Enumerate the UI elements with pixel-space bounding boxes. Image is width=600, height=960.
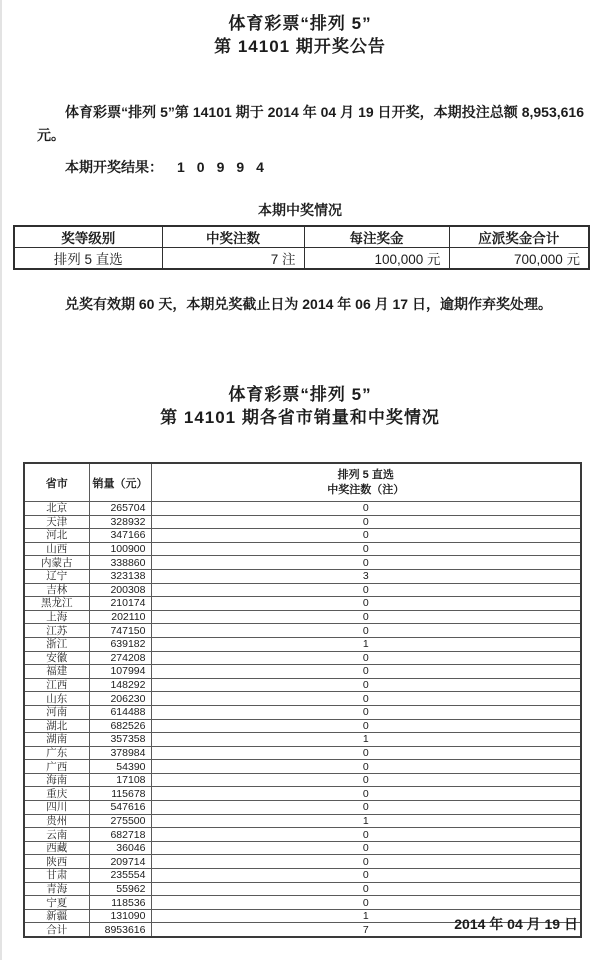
table-cell: 682718 [89, 828, 151, 842]
table-cell: 210174 [89, 597, 151, 611]
table-cell: 重庆 [24, 787, 89, 801]
draw-result-digits: 10994 [177, 159, 276, 175]
table-row [24, 624, 581, 638]
table-cell: 200308 [89, 583, 151, 597]
table-cell: 115678 [89, 787, 151, 801]
intro-paragraph: 体育彩票“排列 5”第 14101 期于 2014 年 04 月 19 日开奖，本期投注总额 8,953,616 元。 [37, 104, 584, 143]
table-cell: 235554 [89, 869, 151, 883]
table-row [24, 828, 581, 842]
table-cell: 682526 [89, 719, 151, 733]
table-cell: 1 [151, 814, 581, 828]
table-cell: 浙江 [24, 637, 89, 651]
table-cell: 湖南 [24, 733, 89, 747]
table-row [24, 719, 581, 733]
table-cell: 0 [151, 828, 581, 842]
province-table-body [24, 502, 581, 938]
table-row [24, 678, 581, 692]
table-cell: 1 [151, 733, 581, 747]
table-cell: 0 [151, 610, 581, 624]
table-cell: 0 [151, 502, 581, 516]
table-cell: 206230 [89, 692, 151, 706]
column-header: 奖等级别 [14, 226, 162, 248]
table-cell: 1 [151, 909, 581, 923]
table-cell: 0 [151, 841, 581, 855]
table-cell: 吉林 [24, 583, 89, 597]
table-cell: 55962 [89, 882, 151, 896]
table-cell: 海南 [24, 773, 89, 787]
table-cell: 贵州 [24, 814, 89, 828]
table-cell: 云南 [24, 828, 89, 842]
table-cell: 148292 [89, 678, 151, 692]
table-cell: 323138 [89, 569, 151, 583]
column-header-sales: 销量（元） [89, 463, 151, 502]
table-cell: 0 [151, 882, 581, 896]
scan-edge-artifact [0, 0, 2, 960]
table-cell: 黑龙江 [24, 597, 89, 611]
column-header-winning [151, 463, 581, 502]
column-header: 应派奖金合计 [449, 226, 589, 248]
table-row [24, 896, 581, 910]
column-header-winning-line2: 中奖注数（注） [327, 483, 405, 496]
table-cell: 747150 [89, 624, 151, 638]
table-cell: 357358 [89, 733, 151, 747]
table-cell: 639182 [89, 637, 151, 651]
table-cell: 0 [151, 651, 581, 665]
table-cell: 0 [151, 597, 581, 611]
table-cell: 排列 5 直选 [14, 248, 162, 270]
prize-table [13, 225, 590, 270]
table-cell: 0 [151, 583, 581, 597]
table-cell: 1 [151, 637, 581, 651]
table-cell: 347166 [89, 529, 151, 543]
table-cell: 0 [151, 801, 581, 815]
table-cell: 0 [151, 773, 581, 787]
redeem-notice-paragraph: 兑奖有效期 60 天，本期兑奖截止日为 2014 年 06 月 17 日，逾期作弃奖处理。 [65, 296, 552, 312]
table-row [24, 692, 581, 706]
table-cell: 100,000 元 [304, 248, 449, 270]
table-cell: 新疆 [24, 909, 89, 923]
table-cell: 福建 [24, 665, 89, 679]
table-cell: 614488 [89, 705, 151, 719]
table-cell: 54390 [89, 760, 151, 774]
table-cell: 36046 [89, 841, 151, 855]
table-row [24, 733, 581, 747]
section-title [0, 383, 600, 429]
column-header-province: 省市 [24, 463, 89, 502]
province-table-header [24, 463, 581, 502]
section-title-line2: 第 14101 期各省市销量和中奖情况 [160, 408, 440, 427]
table-cell: 合计 [24, 923, 89, 937]
table-cell: 0 [151, 556, 581, 570]
table-row [24, 746, 581, 760]
page-title-line1: 体育彩票“排列 5” [228, 14, 372, 33]
table-cell: 0 [151, 787, 581, 801]
draw-result-line [65, 157, 276, 177]
table-cell: 0 [151, 542, 581, 556]
table-cell: 700,000 元 [449, 248, 589, 270]
table-cell: 甘肃 [24, 869, 89, 883]
table-row [24, 773, 581, 787]
table-cell: 100900 [89, 542, 151, 556]
table-row [24, 760, 581, 774]
table-cell: 广东 [24, 746, 89, 760]
table-cell: 陕西 [24, 855, 89, 869]
table-row [24, 556, 581, 570]
table-row [24, 542, 581, 556]
table-cell: 上海 [24, 610, 89, 624]
prize-table-header [14, 226, 589, 248]
table-cell: 0 [151, 719, 581, 733]
table-row [24, 637, 581, 651]
table-row [24, 569, 581, 583]
table-row [24, 610, 581, 624]
table-cell: 江西 [24, 678, 89, 692]
table-row [24, 515, 581, 529]
table-cell: 西藏 [24, 841, 89, 855]
table-row [14, 248, 589, 270]
table-cell: 275500 [89, 814, 151, 828]
document-date: 2014 年 04 月 19 日 [454, 916, 578, 932]
table-row [24, 583, 581, 597]
table-cell: 547616 [89, 801, 151, 815]
section-title-line1: 体育彩票“排列 5” [228, 385, 372, 404]
table-cell: 0 [151, 624, 581, 638]
table-cell: 0 [151, 515, 581, 529]
table-row [24, 502, 581, 516]
table-cell: 青海 [24, 882, 89, 896]
table-cell: 338860 [89, 556, 151, 570]
table-cell: 274208 [89, 651, 151, 665]
table-cell: 0 [151, 869, 581, 883]
table-cell: 湖北 [24, 719, 89, 733]
table-row [24, 705, 581, 719]
table-cell: 3 [151, 569, 581, 583]
table-cell: 0 [151, 705, 581, 719]
table-row [24, 665, 581, 679]
table-header-row [14, 226, 589, 248]
table-cell: 209714 [89, 855, 151, 869]
column-header: 中奖注数 [162, 226, 304, 248]
table-cell: 0 [151, 665, 581, 679]
table-cell: 山东 [24, 692, 89, 706]
table-cell: 内蒙古 [24, 556, 89, 570]
table-cell: 17108 [89, 773, 151, 787]
prize-table-caption: 本期中奖情况 [258, 202, 342, 218]
table-row [24, 529, 581, 543]
table-row [24, 882, 581, 896]
table-cell: 河北 [24, 529, 89, 543]
table-cell: 0 [151, 746, 581, 760]
table-cell: 江苏 [24, 624, 89, 638]
table-cell: 广西 [24, 760, 89, 774]
page-title-line2: 第 14101 期开奖公告 [214, 37, 386, 56]
page-title [0, 12, 600, 58]
table-row [24, 801, 581, 815]
table-cell: 0 [151, 529, 581, 543]
table-cell: 118536 [89, 896, 151, 910]
prize-table-body [14, 248, 589, 270]
table-cell: 0 [151, 855, 581, 869]
table-cell: 辽宁 [24, 569, 89, 583]
table-cell: 北京 [24, 502, 89, 516]
table-cell: 8953616 [89, 923, 151, 937]
table-cell: 四川 [24, 801, 89, 815]
table-row [24, 597, 581, 611]
table-cell: 7 注 [162, 248, 304, 270]
table-cell: 265704 [89, 502, 151, 516]
table-cell: 107994 [89, 665, 151, 679]
table-row [24, 787, 581, 801]
table-cell: 328932 [89, 515, 151, 529]
table-cell: 131090 [89, 909, 151, 923]
table-cell: 河南 [24, 705, 89, 719]
table-cell: 0 [151, 692, 581, 706]
table-cell: 安徽 [24, 651, 89, 665]
table-row [24, 841, 581, 855]
table-row [24, 651, 581, 665]
column-header: 每注奖金 [304, 226, 449, 248]
table-cell: 天津 [24, 515, 89, 529]
table-cell: 0 [151, 678, 581, 692]
table-header-row [24, 463, 581, 502]
draw-result-label: 本期开奖结果： [65, 159, 163, 175]
column-header-winning-line1: 排列 5 直选 [337, 468, 394, 481]
table-cell: 0 [151, 896, 581, 910]
table-cell: 宁夏 [24, 896, 89, 910]
table-cell: 0 [151, 760, 581, 774]
province-table [23, 462, 582, 938]
table-row [24, 869, 581, 883]
table-row [24, 855, 581, 869]
table-row [24, 814, 581, 828]
table-cell: 378984 [89, 746, 151, 760]
table-cell: 7 [151, 923, 581, 937]
table-cell: 山西 [24, 542, 89, 556]
table-cell: 202110 [89, 610, 151, 624]
